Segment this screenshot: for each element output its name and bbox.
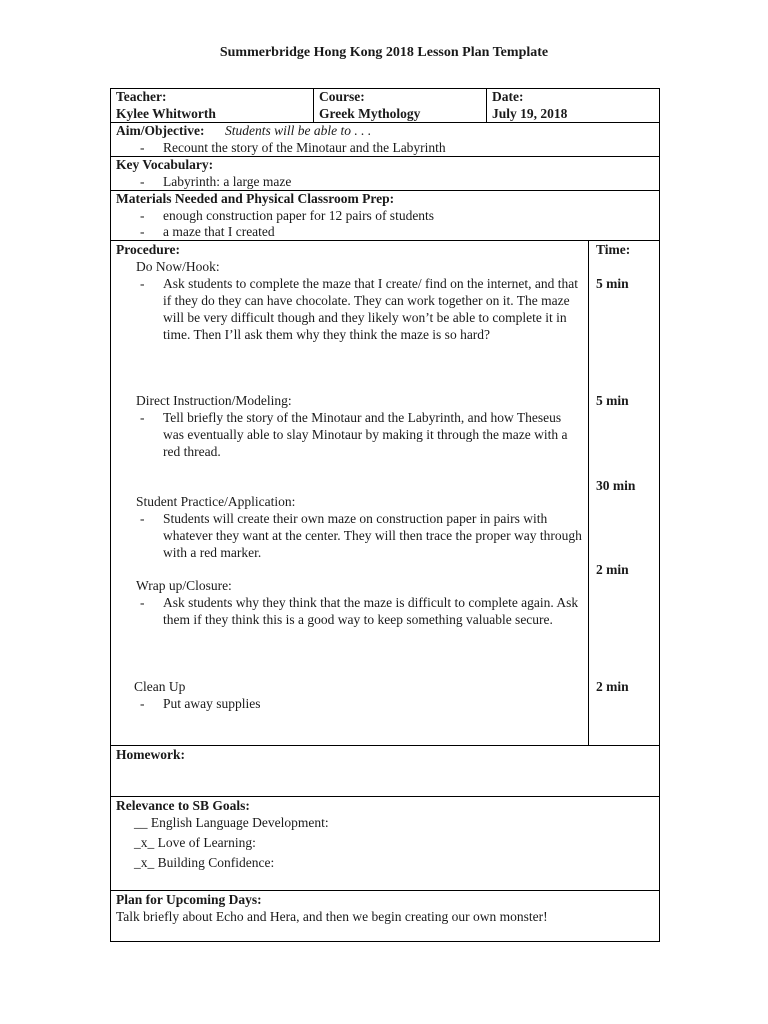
column-divider <box>313 88 314 122</box>
section-time: 2 min <box>596 679 629 694</box>
row-divider <box>110 745 660 746</box>
section-time: 5 min <box>596 276 629 291</box>
teacher-value: Kylee Whitworth <box>116 106 216 121</box>
materials-item: enough construction paper for 12 pairs of students <box>163 208 435 223</box>
section-heading: Clean Up <box>134 679 186 694</box>
column-divider <box>486 88 487 122</box>
vocabulary-label: Key Vocabulary: <box>116 157 214 172</box>
materials-label: Materials Needed and Physical Classroom Prep: <box>116 191 395 206</box>
bullet-dash: - <box>140 595 145 610</box>
procedure-label: Procedure: <box>116 242 180 257</box>
document-title: Summerbridge Hong Kong 2018 Lesson Plan Template <box>219 45 549 60</box>
goal-item: _x_ Love of Learning: <box>134 835 256 850</box>
bullet-dash: - <box>140 174 145 189</box>
section-item: Ask students to complete the maze that I create/ find on the internet, and that if they do they can have chocolate. They can work together on it. The maze will be very difficult though and they likely won’t be able to complete it in time. Then I’ll ask them why they think the maze is so hard? <box>163 276 578 342</box>
relevance-label: Relevance to SB Goals: <box>116 798 250 813</box>
section-heading: Do Now/Hook: <box>136 259 220 274</box>
section-heading: Direct Instruction/Modeling: <box>136 393 292 408</box>
bullet-dash: - <box>140 140 145 155</box>
section-time: 30 min <box>596 478 636 493</box>
date-label: Date: <box>492 89 524 104</box>
bullet-dash: - <box>140 224 145 239</box>
upcoming-text: Talk briefly about Echo and Hera, and then we begin creating our own monster! <box>116 909 548 924</box>
time-column-divider <box>588 240 589 745</box>
bullet-dash: - <box>140 511 145 526</box>
aim-lead: Students will be able to . . . <box>225 123 372 138</box>
table-border-right <box>659 88 660 941</box>
bullet-dash: - <box>140 208 145 223</box>
table-border-left <box>110 88 111 941</box>
course-label: Course: <box>319 89 365 104</box>
section-item: Tell briefly the story of the Minotaur and the Labyrinth, and how Theseus was eventually able to slay Minotaur by making it through the maze with a red thread. <box>163 410 568 459</box>
bullet-dash: - <box>140 276 145 291</box>
upcoming-label: Plan for Upcoming Days: <box>116 892 262 907</box>
aim-label: Aim/Objective: <box>116 123 205 138</box>
section-item: Ask students why they think that the maze is difficult to complete again. Ask them if they think this is a good way to keep something valuable secure. <box>163 595 579 627</box>
section-heading: Wrap up/Closure: <box>136 578 232 593</box>
materials-item: a maze that I created <box>163 224 275 239</box>
aim-item: Recount the story of the Minotaur and the Labyrinth <box>163 140 446 155</box>
section-item: Put away supplies <box>163 696 261 711</box>
time-label: Time: <box>596 242 631 257</box>
teacher-label: Teacher: <box>116 89 167 104</box>
table-border-bottom <box>110 941 660 942</box>
course-value: Greek Mythology <box>319 106 421 121</box>
table-border-top <box>110 88 660 89</box>
homework-label: Homework: <box>116 747 185 762</box>
goal-item: _x_ Building Confidence: <box>134 855 275 870</box>
bullet-dash: - <box>140 696 145 711</box>
bullet-dash: - <box>140 410 145 425</box>
section-item: Students will create their own maze on construction paper in pairs with whatever they want at the center. They will then trace the proper way through with a red marker. <box>163 511 582 560</box>
section-time: 5 min <box>596 393 629 408</box>
date-value: July 19, 2018 <box>492 106 568 121</box>
vocabulary-item: Labyrinth: a large maze <box>163 174 292 189</box>
section-time: 2 min <box>596 562 629 577</box>
goal-item: __ English Language Development: <box>134 815 329 830</box>
section-heading: Student Practice/Application: <box>136 494 296 509</box>
row-divider <box>110 240 660 241</box>
